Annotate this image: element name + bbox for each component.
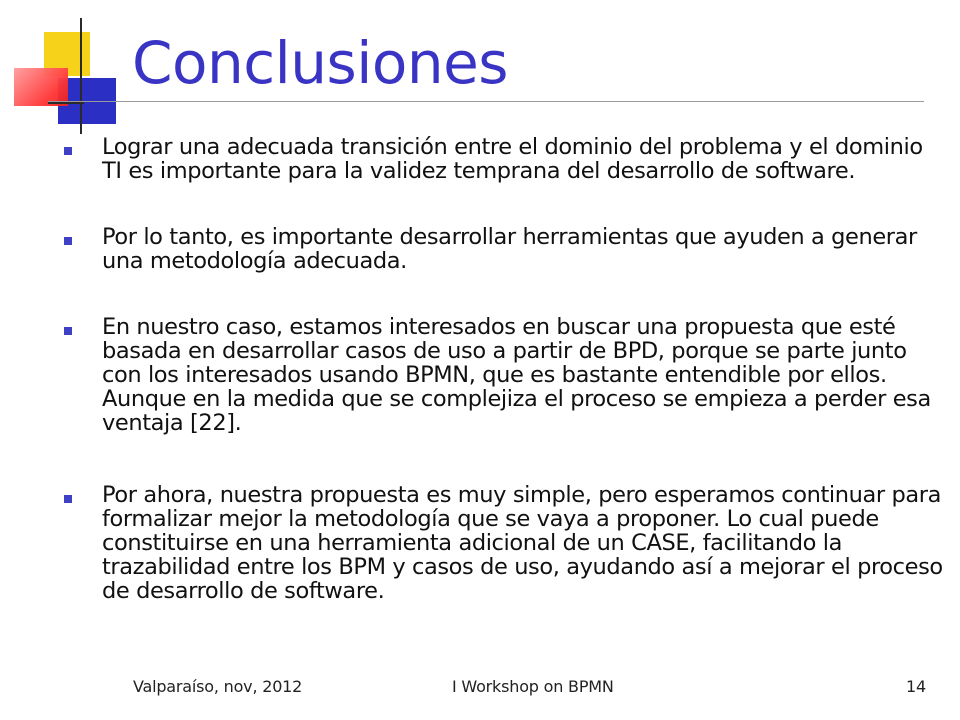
footer-event-name: I Workshop on BPMN [452,677,614,696]
bullet-square-icon [64,147,72,155]
bullet-square-icon [64,327,72,335]
bullet-item [64,483,944,603]
vertical-rule [80,18,82,134]
title-underline-rule [48,101,924,102]
bullet-text: Lograr una adecuada transición entre el dominio del problema y el dominio TI es importante para la validez temprana del desarrollo de software. [102,134,923,184]
bullet-item [64,315,944,435]
bullet-square-icon [64,237,72,245]
title-underline-accent [48,102,84,104]
bullet-square-icon [64,495,72,503]
slide-title: Conclusiones [132,29,508,97]
footer-date-location: Valparaíso, nov, 2012 [133,677,303,696]
bullet-text: En nuestro caso, estamos interesados en buscar una propuesta que esté basada en desarrollar casos de uso a partir de BPD, porque se parte junto con los interesados usando BPMN, que es bastante entendible por ellos. Aunque en la medida que se complejiza el proceso se empieza a perder esa ventaja [22]. [102,314,931,436]
bullet-item [64,225,944,273]
bullet-list [64,135,944,645]
bullet-text: Por lo tanto, es importante desarrollar herramientas que ayuden a generar una metodología adecuada. [102,224,917,274]
bullet-text: Por ahora, nuestra propuesta es muy simple, pero esperamos continuar para formalizar mejor la metodología que se vaya a proponer. Lo cual puede constituirse en una herramienta adicional de un CASE, facilitando la trazabilidad entre los BPM y casos de uso, ayudando así a mejorar el proceso de desarrollo de software. [102,482,943,604]
footer-page-number: 14 [906,677,926,696]
bullet-item [64,135,944,183]
